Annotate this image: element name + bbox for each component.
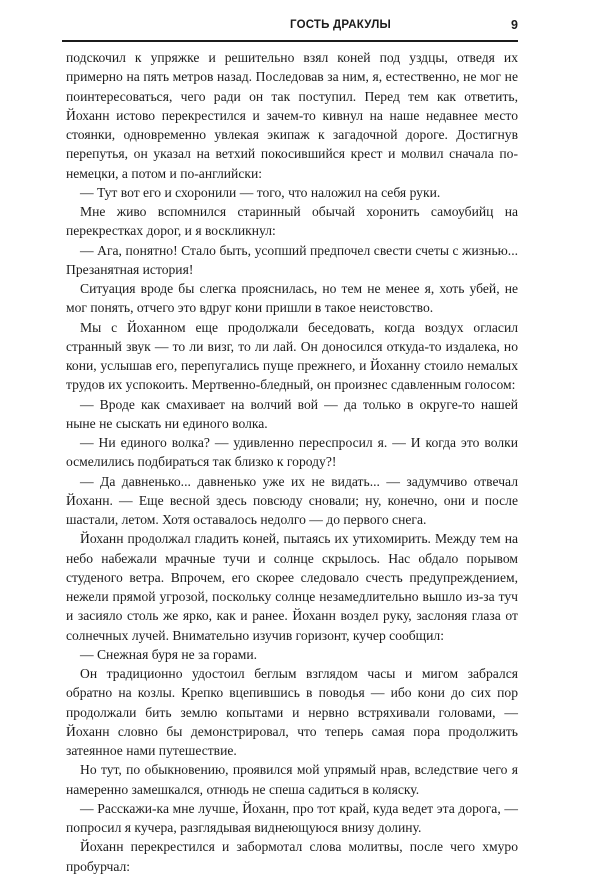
paragraph: — Ага, понятно! Стало быть, усопший предпочел свести счеты с жизнью... Презанятная история! <box>66 242 518 277</box>
paragraph: Он традиционно удостоил беглым взглядом часы и мигом забрался обратно на козлы. Крепко вцепившись в поводья — ибо кони до сих пор продолжали бить землю копытами и нервно встряхивали головами, — Йоханн словно бы демонстрировал, что теперь самая пора продолжить затеянное нами путешествие. <box>66 666 518 758</box>
paragraph: Мне живо вспомнился старинный обычай хоронить самоубийц на перекрестках дорог, и я воскликнул: <box>66 204 518 239</box>
paragraph: Мы с Йоханном еще продолжали беседовать, когда воздух огласил странный звук — то ли визг, то ли лай. Он доносился откуда-то издалека, но кони, услышав его, перепугались пуще прежнего, и Йоханну стоило немалых трудов их успокоить. Мертвенно-бледный, он произнес сдавленным голосом: <box>66 319 518 393</box>
paragraph: — Ни единого волка? — удивленно переспросил я. — И когда это волки осмелились подбираться так близко к городу?! <box>66 435 518 470</box>
paragraph: — Снежная буря не за горами. <box>80 646 258 662</box>
paragraph: Йоханн перекрестился и забормотал слова молитвы, после чего хмуро пробурчал: <box>66 839 518 874</box>
paragraph: — Да давненько... давненько уже их не видать... — задумчиво отвечал Йоханн. — Еще весной здесь повсюду сновали; ну, конечно, они и после шастали, летом. Хотя оставалось недолго — до первого снега. <box>66 473 518 527</box>
paragraph: Но тут, по обыкновению, проявился мой упрямый нрав, вследствие чего я намеренно замешкался, отнюдь не спеша садиться в коляску. <box>66 762 518 797</box>
page-header <box>62 16 518 42</box>
paragraph: — Тут вот его и схоронили — того, что наложил на себя руки. <box>80 184 441 200</box>
paragraph: — Вроде как смахивает на волчий вой — да только в округе-то нашей ныне не сыскать ни единого волка. <box>66 396 518 431</box>
body-text <box>66 48 518 876</box>
paragraph: подскочил к упряжке и решительно взял коней под уздцы, отведя их примерно на пять метров назад. Последовав за ним, я, естественно, не мог не поинтересоваться, чего ради он так поступил. Перед тем как ответить, Йоханн истово перекрестился и зачем-то кивнул на наше недавнее место стоянки, одновременно увлекая экипаж к загадочной дороге. Достигнув перепутья, он указал на ветхий покосившийся крест и молвил сначала по-немецки, а потом и по-английски: <box>66 50 518 181</box>
page-number: 9 <box>511 18 518 32</box>
paragraph: Ситуация вроде бы слегка прояснилась, но тем не менее я, хоть убей, не мог понять, отчего это вдруг кони пришли в такое неистовство. <box>66 281 518 316</box>
running-title: ГОСТЬ ДРАКУЛЫ <box>290 19 391 31</box>
paragraph: Йоханн продолжал гладить коней, пытаясь их утихомирить. Между тем на небо набежали мрачные тучи и солнце скрылось. Нас обдало порывом студеного ветра. Впрочем, его скорее следовало счесть предупреждением, нежели прямой угрозой, поскольку солнце незамедлительно вышло из-за туч и засияло столь же ярко, как и ранее. Йоханн воздел руку, заслоняя глаза от солнечных лучей. Внимательно изучив горизонт, кучер сообщил: <box>66 531 518 643</box>
paragraph: — Расскажи-ка мне лучше, Йоханн, про тот край, куда ведет эта дорога, — попросил я кучера, разглядывая виднеющуюся внизу долину. <box>66 800 518 835</box>
